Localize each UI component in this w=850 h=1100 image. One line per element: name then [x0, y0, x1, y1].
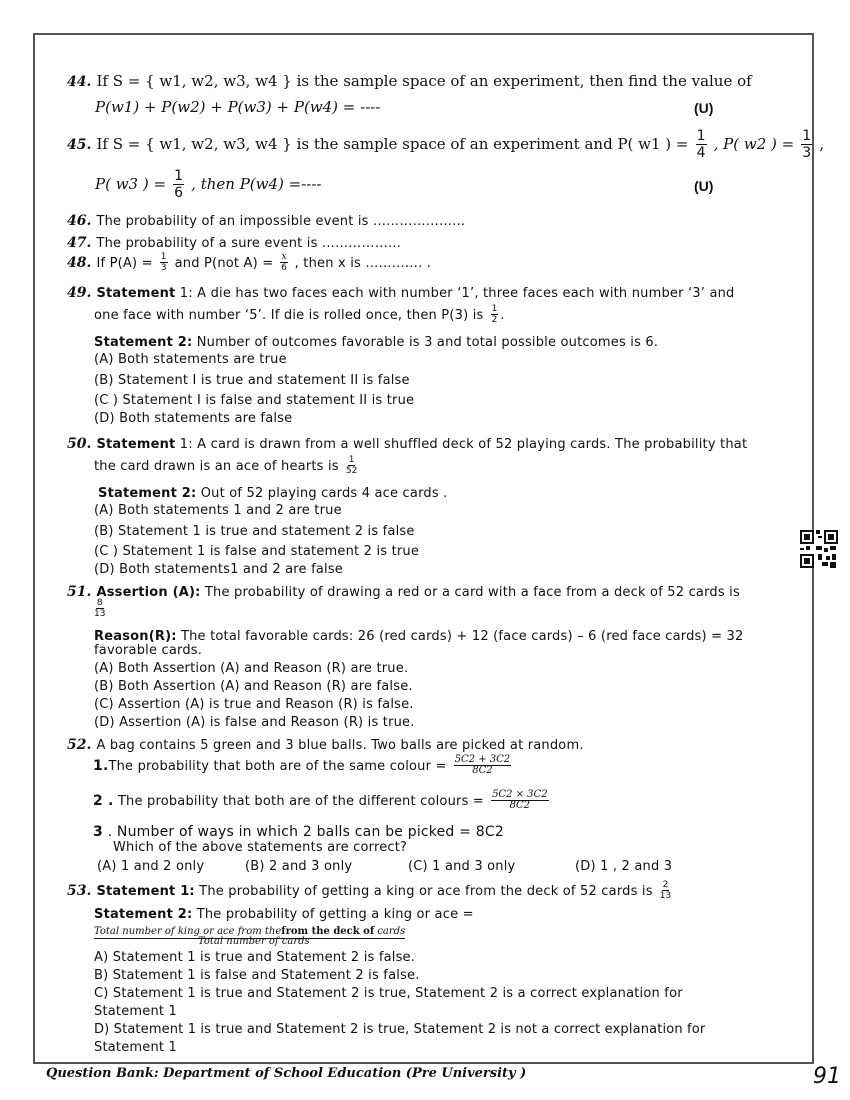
question-44 — [67, 71, 752, 90]
question-50-line2: the card drawn is an ace of hearts is $\frac{1}{52}$ — [94, 455, 358, 476]
fraction: $\frac{1}{2}$ — [491, 304, 498, 325]
option-c: (C) 1 and 3 only — [408, 859, 516, 874]
option-c: (C) Assertion (A) is true and Reason (R) is false. — [94, 697, 414, 712]
option-a: (A) Both Assertion (A) and Reason (R) are true. — [94, 661, 409, 676]
question-49: 49. Statement 1: A die has two faces each with number ‘1’, three faces each with number ‘3’ and — [67, 285, 735, 301]
question-text: If S = { w1, w2, w3, w4 } is the sample space of an experiment and P( w1 ) = — [96, 135, 689, 153]
fraction: $\frac{1}{52}$ — [345, 455, 358, 476]
reason-line2: favorable cards. — [94, 643, 203, 658]
fraction: $\frac{1}{4}$ — [696, 128, 706, 161]
question-number: 50. — [67, 436, 92, 452]
option-b: B) Statement 1 is false and Statement 2 is false. — [94, 968, 420, 983]
question-text: The probability of a sure event is ……………… — [96, 236, 402, 251]
question-52 — [67, 734, 584, 753]
mark-badge: (U) — [694, 100, 714, 116]
option-a: A) Statement 1 is true and Statement 2 is false. — [94, 950, 416, 965]
question-48: 48. If P(A) = $\frac{1}{3}$ and P(not A) = $\frac{x}{6}$ , then x is …………. . — [67, 252, 432, 273]
question-50: 50. Statement 1: A card is drawn from a well shuffled deck of 52 playing cards. The probability that — [67, 436, 748, 452]
fraction-denominator: Total number of cards — [198, 936, 310, 947]
option-c: (C ) Statement 1 is false and statement 2 is true — [94, 544, 420, 559]
statement-2: 2 . The probability that both are of the different colours = $\frac{5C2 \times 3C2}{8C2}$ — [93, 789, 548, 811]
question-text: The probability of an impossible event is ………………… — [96, 214, 466, 229]
question-49-line2: one face with number ‘5’. If die is rolled once, then P(3) is $\frac{1}{2}$ . — [94, 304, 505, 325]
qr-code-icon — [800, 530, 838, 568]
question-number: 48. — [67, 255, 92, 271]
option-b: (B) Statement I is true and statement II is false — [94, 373, 410, 388]
fraction: $\frac{5C2 \times 3C2}{8C2}$ — [492, 789, 548, 811]
statement-3: 3 . Number of ways in which 2 balls can be picked = 8C2 — [93, 824, 504, 840]
question-number: 49. — [67, 285, 92, 301]
question-text: If S = { w1, w2, w3, w4 } is the sample space of an experiment, then find the value of — [96, 72, 752, 90]
reason: Reason(R): The total favorable cards: 26 (red cards) + 12 (face cards) – 6 (red face cards) = 32 — [94, 629, 744, 644]
fraction: $\frac{x}{6}$ — [281, 252, 287, 273]
fraction: $\frac{1}{3}$ — [160, 252, 167, 273]
option-c-cont: Statement 1 — [94, 1004, 178, 1019]
question-number: 47. — [67, 235, 92, 251]
fraction: $\frac{1}{6}$ — [174, 168, 184, 201]
fraction: $\frac{8}{13}$ — [94, 598, 106, 619]
question-number: 53. — [67, 883, 92, 899]
option-b: (B) 2 and 3 only — [245, 859, 353, 874]
footer-text: Question Bank: Department of School Education (Pre University ) — [46, 1066, 527, 1081]
statement-1: 1.The probability that both are of the same colour = $\frac{5C2 + 3C2}{8C2}$ — [93, 754, 511, 776]
fraction: $\frac{5C2 + 3C2}{8C2}$ — [454, 754, 511, 776]
option-d: (D) Both statements are false — [94, 411, 293, 426]
option-a: (A) Both statements 1 and 2 are true — [94, 503, 342, 518]
question-53: 53. Statement 1: The probability of getting a king or ace from the deck of 52 cards is $\frac{2}{13}$ — [67, 880, 672, 901]
mark-badge: (U) — [694, 178, 714, 194]
fraction: $\frac{1}{3}$ — [802, 128, 812, 161]
option-b: (B) Both Assertion (A) and Reason (R) are false. — [94, 679, 413, 694]
question-45: 45. If S = { w1, w2, w3, w4 } is the sample space of an experiment and P( w1 ) = $\frac{1}{4}$ , P( w2 ) = $\frac{1}{3}$ , — [67, 128, 825, 161]
option-c: C) Statement 1 is true and Statement 2 is true, Statement 2 is a correct explanation for — [94, 986, 683, 1001]
fraction-numerator: Total number of king or ace from thefrom the deck of cards — [94, 919, 405, 939]
question-number: 44. — [67, 74, 92, 90]
page-number: 91 — [813, 1064, 841, 1089]
question-number: 51. — [67, 584, 92, 600]
statement-2: Statement 2: Number of outcomes favorable is 3 and total possible outcomes is 6. — [94, 335, 659, 350]
question-45-line2: P( w3 ) = $\frac{1}{6}$ , then P(w4) =---- — [95, 168, 322, 201]
question-text: A bag contains 5 green and 3 blue balls. Two balls are picked at random. — [96, 738, 584, 753]
option-d: D) Statement 1 is true and Statement 2 is true, Statement 2 is not a correct explanation for — [94, 1022, 706, 1037]
option-d: (D) Assertion (A) is false and Reason (R) is true. — [94, 715, 415, 730]
option-d: (D) Both statements1 and 2 are false — [94, 562, 344, 577]
question-46 — [67, 210, 465, 229]
question-44-expression: P(w1) + P(w2) + P(w3) + P(w4) = ---- — [95, 98, 381, 116]
option-a: (A) 1 and 2 only — [97, 859, 205, 874]
question-text: , P( w2 ) = — [713, 135, 795, 153]
option-c: (C ) Statement I is false and statement II is true — [94, 393, 415, 408]
question-47 — [67, 232, 401, 251]
option-d: (D) 1 , 2 and 3 — [575, 859, 673, 874]
prompt: Which of the above statements are correct? — [113, 840, 408, 855]
question-number: 46. — [67, 213, 92, 229]
question-number: 52. — [67, 737, 92, 753]
statement-2: Statement 2: Out of 52 playing cards 4 ace cards . — [98, 486, 448, 501]
question-51: 51. Assertion (A): The probability of drawing a red or a card with a face from a deck of 52 cards is — [67, 584, 740, 600]
question-number: 45. — [67, 137, 92, 153]
option-d-cont: Statement 1 — [94, 1040, 178, 1055]
fraction: $\frac{2}{13}$ — [659, 880, 672, 901]
option-a: (A) Both statements are true — [94, 352, 287, 367]
statement-2: Statement 2: The probability of getting a king or ace = — [94, 907, 474, 922]
option-b: (B) Statement 1 is true and statement 2 is false — [94, 524, 415, 539]
